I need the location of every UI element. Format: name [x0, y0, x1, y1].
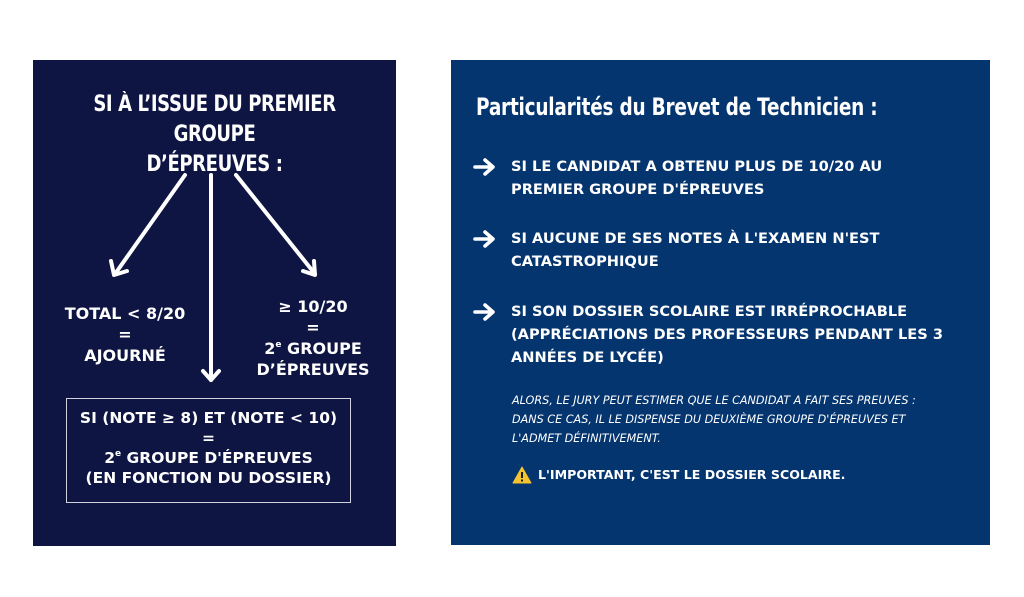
- ordinal-suffix: e: [115, 449, 122, 459]
- warning-icon: [512, 466, 532, 484]
- jury-note: [512, 391, 962, 448]
- condition-item: [473, 155, 973, 201]
- condition-line: CATASTROPHIQUE: [511, 253, 659, 270]
- left-title-line-2: D’ÉPREUVES :: [146, 152, 283, 177]
- condition-line: PREMIER GROUPE D'ÉPREUVES: [511, 181, 765, 198]
- rule-result: [67, 448, 350, 468]
- conditional-rule-box: [66, 398, 351, 503]
- rule-equals: =: [202, 429, 215, 447]
- rule-condition: SI (NOTE ≥ 8) ET (NOTE < 10): [79, 409, 338, 427]
- warning-line: [512, 466, 845, 484]
- outcome-right-group-text: GROUPE: [281, 339, 362, 358]
- arrow-right: [236, 175, 315, 275]
- ordinal-suffix: e: [275, 340, 282, 350]
- condition-text: [511, 227, 879, 273]
- arrow-left: [111, 175, 185, 275]
- outcome-right-line-4: D’ÉPREUVES: [256, 360, 370, 379]
- outcome-left-line-1: TOTAL < 8/20: [64, 304, 186, 323]
- outcome-left-result: AJOURNÉ: [84, 346, 166, 365]
- left-title-line-1: SI À L’ISSUE DU PREMIER GROUPE: [93, 92, 336, 147]
- condition-text: [511, 155, 882, 201]
- condition-text: [511, 300, 943, 369]
- right-panel: [451, 60, 990, 545]
- condition-line: SI LE CANDIDAT A OBTENU PLUS DE 10/20 AU: [511, 158, 883, 175]
- rule-note: (EN FONCTION DU DOSSIER): [85, 469, 332, 487]
- condition-line: (APPRÉCIATIONS DES PROFESSEURS PENDANT LES 3: [511, 326, 943, 343]
- outcome-right-line-1: ≥ 10/20: [278, 297, 348, 316]
- outcome-left-equals: =: [118, 325, 132, 344]
- outcome-right-line-3: [243, 338, 383, 359]
- right-panel-title: Particularités du Brevet de Technicien :: [476, 93, 878, 121]
- outcome-right-equals: =: [306, 318, 320, 337]
- outcome-adjourned: [51, 303, 199, 366]
- condition-line: ANNÉES DE LYCÉE): [511, 349, 664, 366]
- right-arrow-icon: [473, 229, 499, 249]
- note-line: L'ADMET DÉFINITIVEMENT.: [512, 432, 661, 445]
- note-line: DANS CE CAS, IL LE DISPENSE DU DEUXIÈME GROUPE D'ÉPREUVES ET: [512, 413, 906, 426]
- right-arrow-icon: [473, 157, 499, 177]
- condition-line: SI AUCUNE DE SES NOTES À L'EXAMEN N'EST: [511, 230, 880, 247]
- note-line: ALORS, LE JURY PEUT ESTIMER QUE LE CANDIDAT A FAIT SES PREUVES :: [512, 394, 916, 407]
- arrow-center: [203, 175, 219, 380]
- outcome-second-group: [243, 296, 383, 380]
- left-panel: [33, 60, 396, 546]
- warning-text: L'IMPORTANT, C'EST LE DOSSIER SCOLAIRE.: [538, 467, 846, 482]
- ordinal-number: 2: [264, 339, 276, 358]
- ordinal-number: 2: [104, 449, 116, 467]
- rule-result-text: GROUPE D'ÉPREUVES: [121, 449, 313, 467]
- condition-item: [473, 227, 973, 273]
- right-arrow-icon: [473, 302, 499, 322]
- condition-line: SI SON DOSSIER SCOLAIRE EST IRRÉPROCHABLE: [511, 303, 908, 320]
- condition-item: [473, 300, 973, 369]
